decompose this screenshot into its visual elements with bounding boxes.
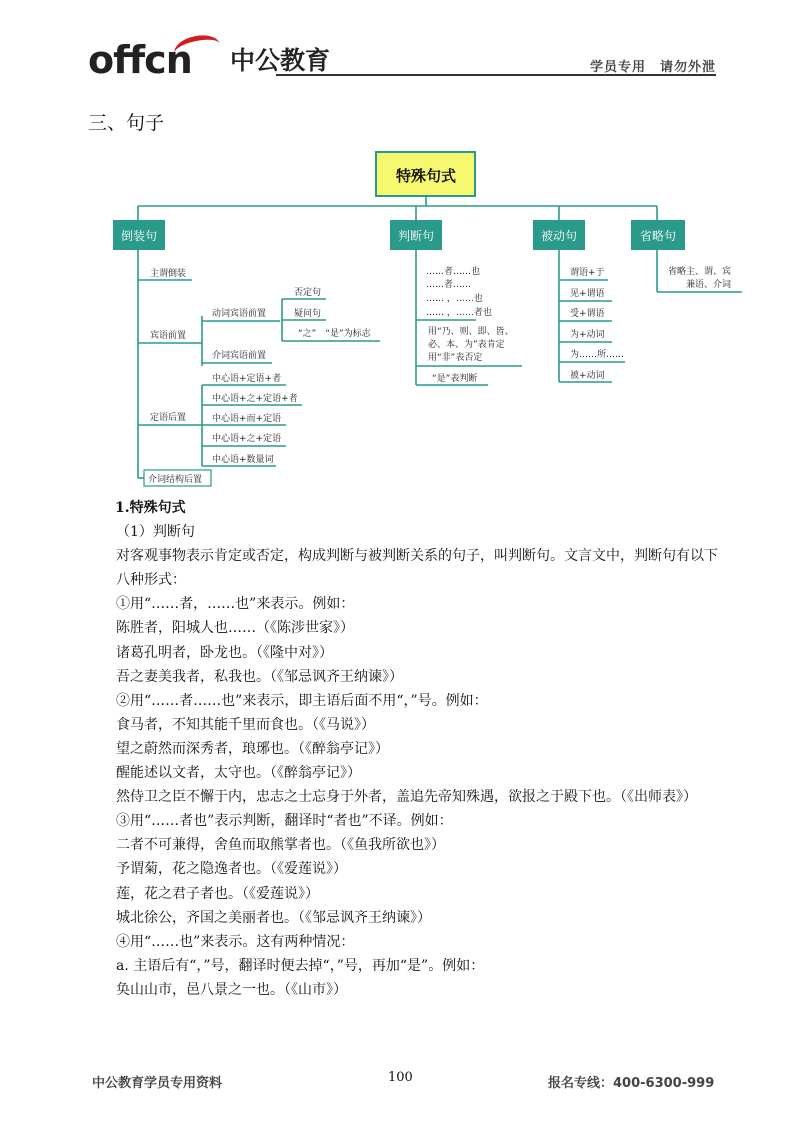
example: 莲，花之君子者也。（《爱莲说》） [116,885,319,902]
logo-chinese: 中公教育 [230,46,331,75]
subheading: （1）判断句 [116,524,195,541]
diagram-leaf: 疑问句 [294,309,322,319]
diagram-leaf: 被+动词 [570,371,605,381]
diagram-leaf: 兼语、介词 [686,280,732,290]
diagram-leaf: 否定句 [294,288,322,298]
example: 奂山山市，邑八景之一也。（《山市》） [116,981,347,998]
sentence-pattern-diagram [0,140,800,490]
diagram-leaf: 用“乃、则、即、皆、 [428,327,514,337]
diagram-leaf: 中心语+定语+者 [212,374,282,384]
example: 望之蔚然而深秀者，琅琊也。（《醉翁亭记》） [116,740,389,757]
category-label: 被动句 [540,229,578,243]
diagram-leaf: 用“非”表否定 [428,353,483,363]
diagram-leaf: 动词宾语前置 [212,309,267,319]
example: 陈胜者，阳城人也……（《陈涉世家》） [116,620,354,637]
heading: 1.特殊句式 [115,500,186,516]
diagram-leaf: 介词宾语前置 [212,351,267,361]
diagram-leaf: 宾语前置 [150,331,187,341]
diagram-leaf: …… ，……者也 [426,308,492,318]
paragraph: ④用“……也”来表示。这有两种情况： [116,933,355,950]
page-header [88,30,718,86]
diagram-leaf: 中心语+之+定语 [212,434,282,444]
diagram-leaf: 中心语+而+定语 [212,414,282,424]
paragraph: 对客观事物表示肯定或否定，构成判断与被判断关系的句子，叫判断句。文言文中，判断句有以下八种形式： [116,548,718,589]
section-title: 三、句子 [88,112,165,134]
example: 城北徐公，齐国之美丽者也。（《邹忌讽齐王纳谏》） [116,909,431,926]
example: 食马者，不知其能千里而食也。（《马说》） [116,716,375,733]
diagram-leaf: 见+谓语 [570,289,605,299]
diagram-leaf: “是”表判断 [432,374,478,384]
category-label: 省略句 [639,229,677,243]
logo-wordmark: offcn [88,38,192,82]
diagram-leaf: 中心语+数量词 [212,455,274,465]
paragraph: ①用“……者，……也”来表示。例如： [116,596,355,613]
diagram-leaf: ……者……也 [426,267,481,277]
example: 二者不可兼得，舍鱼而取熊掌者也。（《鱼我所欲也》） [116,837,445,854]
page-number: 100 [388,1070,413,1085]
paragraph: a. 主语后有“，”号，翻译时便去掉“，”号，再加“是”。例如： [116,957,485,974]
paragraph: ②用“……者……也”来表示，即主语后面不用“，”号。例如： [116,692,488,709]
footer-left: 中公教育学员专用资料 [92,1076,223,1091]
diagram-leaf: 谓语+于 [570,268,605,278]
example: 醒能述以文者，太守也。（《醉翁亭记》） [116,765,361,782]
diagram-leaf: 省略主、谓、宾 [668,267,732,277]
example: 吾之妻美我者，私我也。（《邹忌讽齐王纳谏》） [116,668,403,685]
category-label: 判断句 [397,229,435,243]
diagram-leaf: 定语后置 [150,413,187,423]
diagram-leaf: …… ，……也 [426,294,483,304]
footer-hotline: 报名专线：400-6300-999 [548,1076,715,1091]
example: 然侍卫之臣不懈于内，忠志之士忘身于外者，盖追先帝知殊遇，欲报之于殿下也。（《出师表》） [116,789,697,806]
header-note: 学员专用 请勿外泄 [589,60,716,75]
example: 予谓菊，花之隐逸者也。（《爱莲说》） [116,861,347,878]
diagram-leaf: “之” “是”为标志 [298,329,371,339]
diagram-leaf: 为……所…… [570,350,625,360]
example: 诸葛孔明者，卧龙也。（《隆中对》） [116,644,333,661]
root-label: 特殊句式 [395,167,457,185]
diagram-leaf: 为+动词 [570,330,605,340]
diagram-leaf: 介词结构后置 [148,475,203,485]
diagram-leaf: 必、本、为”表肯定 [428,340,505,350]
diagram-leaf: 主谓倒装 [150,269,187,279]
content-body [88,496,718,1002]
diagram-leaf: 受+谓语 [570,309,605,319]
paragraph: ③用“……者也”表示判断，翻译时“者也”不译。例如： [116,813,453,830]
diagram-leaf: ……者…… [426,280,472,290]
category-label: 倒装句 [120,229,158,243]
diagram-leaf: 中心语+之+定语+者 [212,394,298,404]
